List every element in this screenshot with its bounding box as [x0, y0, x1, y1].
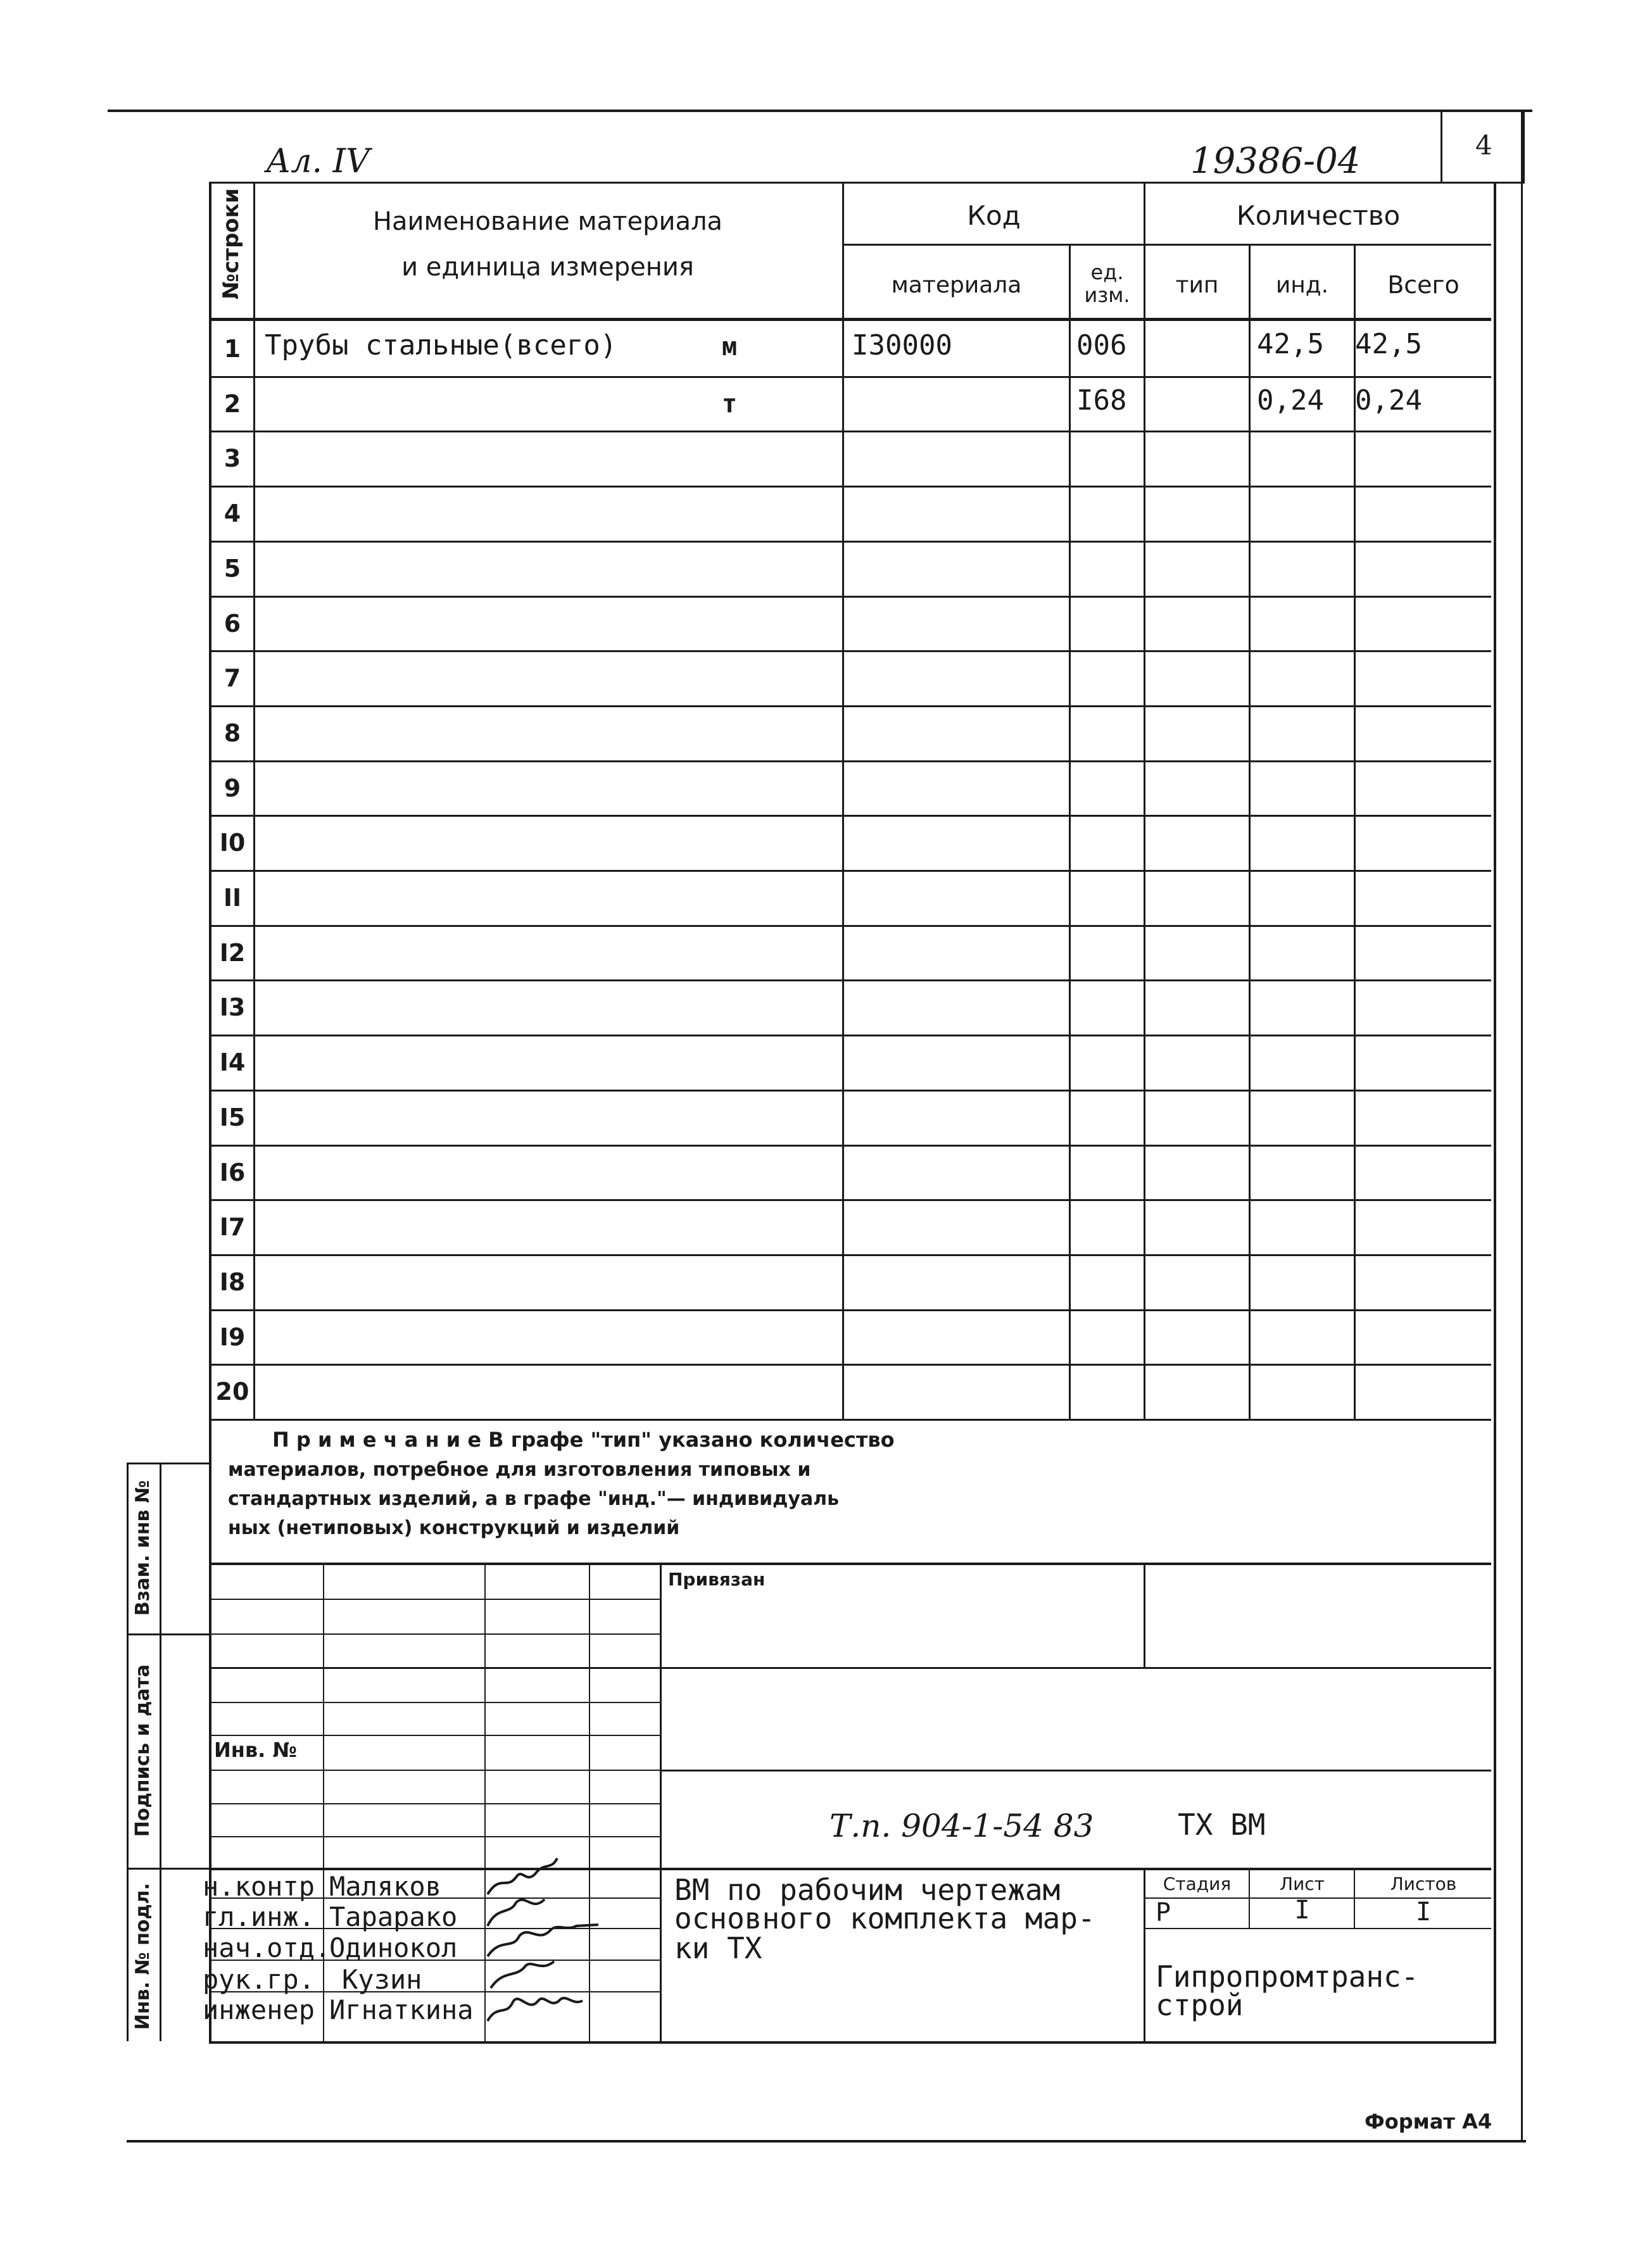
sig5-name: Игнаткина [329, 1994, 474, 2025]
quantity-total-header: Всего [1387, 271, 1460, 299]
row1-ind: 42,5 [1257, 328, 1324, 360]
row-line [209, 1364, 1491, 1366]
drawing-frame [209, 182, 1496, 2044]
row-number: I0 [219, 828, 246, 857]
row-number: I9 [219, 1323, 246, 1351]
row-number: 8 [224, 719, 241, 747]
header-bottom-line [209, 318, 1491, 321]
stage-line-2 [1144, 1928, 1491, 1929]
grid-line-f [660, 1770, 1491, 1771]
row1-unit: м [722, 332, 738, 362]
project-code: Т.п. 904-1-54 83 [829, 1808, 1094, 1844]
row-line [209, 979, 1491, 981]
page-number-box-right [1523, 111, 1525, 184]
grid-line-h [209, 1836, 660, 1837]
row-number: 3 [224, 444, 241, 472]
grid-line-c [209, 1667, 1491, 1669]
quantity-header: Количество [1236, 199, 1401, 231]
row-number: 5 [224, 554, 241, 582]
row-line [209, 376, 1491, 378]
page-number: 4 [1475, 130, 1492, 161]
row-number: I3 [219, 993, 246, 1021]
row-number: II [223, 883, 242, 912]
row-number: 20 [215, 1377, 249, 1406]
document-number: 19386-04 [1190, 141, 1361, 182]
row-line [209, 541, 1491, 543]
organization-line2: строй [1156, 1988, 1244, 2022]
right-edge-rule [1521, 111, 1523, 2142]
grid-line-i [209, 1868, 1491, 1870]
note-line3: стандартных изделий, а в графе "инд."— индивидуаль [228, 1488, 840, 1510]
row-number: 9 [224, 774, 241, 802]
privyazan-label: Привязан [668, 1569, 766, 1590]
row-line [209, 1419, 1491, 1421]
sig2-name: Тарарако [329, 1901, 458, 1932]
side-column-line-2 [160, 1463, 161, 2041]
name-header-line1: Наименование материала [372, 207, 723, 236]
note-line4: ных (нетиповых) конструкций и изделий [228, 1517, 680, 1539]
side-label-original-inventory: Инв. № подл. [131, 1882, 154, 2030]
sheets-value: I [1415, 1897, 1432, 1927]
grid-line-e [209, 1735, 660, 1736]
privyazan-divider [1144, 1564, 1145, 1668]
row-line [209, 1145, 1491, 1147]
sig4-name: Кузин [342, 1964, 422, 1995]
col-line-5 [1249, 244, 1251, 1419]
grid-vline-1 [323, 1564, 324, 2041]
row-number-header: №строки [218, 188, 244, 299]
row-line [209, 705, 1491, 707]
col-line-6 [1354, 244, 1356, 1419]
row2-unit-code: I68 [1076, 384, 1127, 417]
header-subline [842, 244, 1491, 246]
note-line2: материалов, потребное для изготовления типовых и [228, 1459, 811, 1481]
row-number: I8 [219, 1268, 246, 1296]
row-line [209, 815, 1491, 817]
top-rule [108, 110, 1532, 112]
code-header: Код [967, 199, 1021, 231]
row-line [209, 486, 1491, 488]
document-code: ТХ ВМ [1178, 1808, 1266, 1842]
inventory-number-label: Инв. № [214, 1738, 297, 1762]
row-number: I5 [219, 1103, 246, 1131]
sig1-name: Маляков [329, 1871, 442, 1902]
stage-vline-2 [1354, 1869, 1355, 1929]
sheet-label: Лист [1280, 1873, 1325, 1894]
sig1-role: н.контр [203, 1871, 315, 1902]
sheets-label: Листов [1390, 1873, 1457, 1894]
signature-scribbles [481, 1855, 646, 2042]
side-label-replaced-inventory: Взам. инв № [131, 1480, 154, 1616]
quantity-type-header: тип [1175, 272, 1219, 298]
row-number: 1 [224, 334, 241, 363]
row-number: 6 [224, 609, 241, 638]
row-number: I7 [219, 1212, 246, 1241]
title-line3: ки ТХ [674, 1931, 762, 1965]
row-line [209, 431, 1491, 432]
stage-label: Стадия [1163, 1873, 1232, 1894]
row-number: 7 [224, 664, 241, 692]
row-line [209, 870, 1491, 872]
unit-code-header: ед. изм. [1084, 260, 1130, 307]
note-line1: П р и м е ч а н и е В графе "тип" указано количество [272, 1428, 895, 1452]
bottom-rule [127, 2140, 1526, 2143]
grid-line-a [209, 1599, 660, 1600]
col-line-2 [842, 182, 844, 1419]
row-line [209, 650, 1491, 652]
sig4-role: рук.гр. [203, 1964, 315, 1995]
page-number-box-left [1441, 111, 1442, 184]
grid-vline-4 [660, 1564, 662, 2041]
title-top-line [209, 1563, 1491, 1565]
row-number: 2 [224, 389, 241, 418]
row1-name: Трубы стальные(всего) [265, 329, 617, 362]
row1-total: 42,5 [1355, 328, 1422, 360]
side-divider-2 [127, 1868, 210, 1870]
format-label: Формат А4 [1365, 2110, 1492, 2134]
col-line-4 [1144, 182, 1145, 1419]
material-code-header: материала [891, 272, 1022, 298]
organization-line1: Гипропромтранс- [1156, 1960, 1419, 1994]
album-label: Ал. IV [266, 142, 370, 180]
sig2-role: гл.инж. [203, 1901, 315, 1932]
row2-unit: т [722, 389, 738, 418]
stage-value: Р [1156, 1898, 1171, 1927]
row-number: I4 [219, 1048, 246, 1076]
grid-line-g [209, 1803, 660, 1804]
name-header-line2: и единица измерения [401, 253, 694, 282]
title-line1: ВМ по рабочим чертежам [674, 1873, 1061, 1907]
row-number: 4 [224, 499, 241, 527]
stage-vline-1 [1249, 1869, 1250, 1929]
row-line [209, 925, 1491, 927]
row-line [209, 1035, 1491, 1036]
row2-ind: 0,24 [1257, 384, 1324, 417]
sig3-role: нач.отд. [203, 1932, 331, 1963]
col-line-3 [1069, 244, 1071, 1419]
quantity-ind-header: инд. [1275, 272, 1329, 298]
row-line [209, 760, 1491, 762]
sig5-role: инженер [203, 1994, 315, 2025]
grid-line-f2 [209, 1770, 660, 1771]
row-number: I6 [219, 1158, 246, 1186]
row-line [209, 1090, 1491, 1092]
row-line [209, 1254, 1491, 1256]
row-line [209, 1199, 1491, 1201]
row2-total: 0,24 [1355, 384, 1422, 417]
side-divider-1 [127, 1633, 210, 1635]
grid-line-d [209, 1702, 660, 1703]
side-label-signature-date: Подпись и дата [131, 1664, 154, 1837]
row1-material-code: I30000 [852, 329, 952, 362]
grid-line-b [209, 1633, 660, 1635]
title-line2: основного комплекта мар- [674, 1901, 1095, 1935]
sheet-value: I [1294, 1896, 1310, 1925]
row-line [209, 596, 1491, 598]
row1-unit-code: 006 [1076, 329, 1127, 362]
row-number: I2 [219, 938, 246, 967]
row-line [209, 1309, 1491, 1311]
sig3-name: Одинокол [329, 1932, 458, 1963]
